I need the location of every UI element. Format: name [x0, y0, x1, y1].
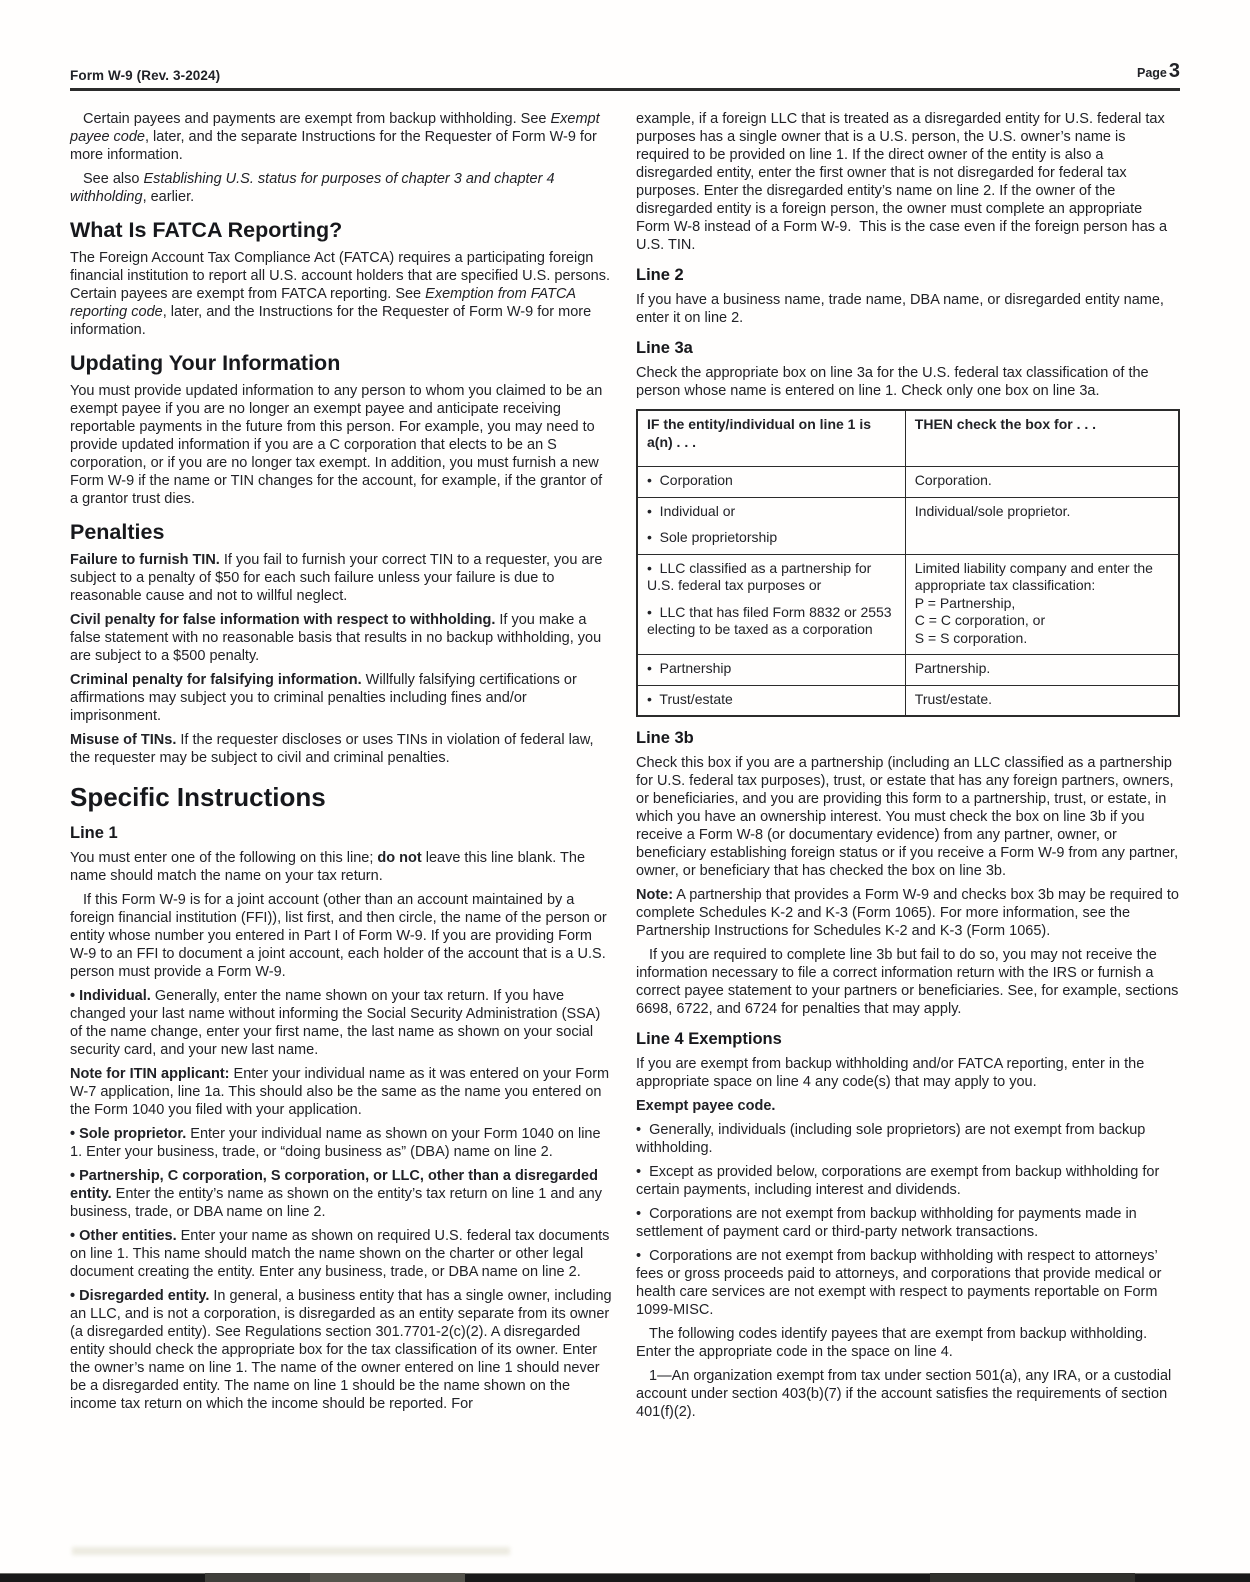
- page-number: 3: [1168, 60, 1180, 82]
- paragraph: Criminal penalty for falsifying information. Willfully falsifying certifications or affirmations may subject you to criminal penalties including fines and/or imprisonment.: [70, 672, 577, 724]
- heading-line-1: Line 1: [70, 824, 118, 842]
- table-cell: Limited liability company and enter the appropriate tax classification: P = Partnership, C = C corporation, or S = S corporation.: [905, 554, 1179, 655]
- paragraph: The following codes identify payees that are exempt from backup withholding. Enter the appropriate code in the space on line 4.: [636, 1326, 1148, 1360]
- paragraph: If you are required to complete line 3b but fail to do so, you may not receive the information necessary to file a correct information return with the IRS or furnish a correct payee statement to your partners or beneficiaries. See, for example, sections 6698, 6722, and 6724 for penalties that may apply.: [636, 947, 1179, 1017]
- paragraph: • Individual. Generally, enter the name shown on your tax return. If you have changed your last name without informing the Social Security Administration (SSA) of the name change, enter your first name, the last name as shown on your social security card, and your new last name.: [70, 988, 601, 1058]
- strip-segment: [310, 1573, 465, 1582]
- heading-line-3a: Line 3a: [636, 339, 693, 357]
- table-row: [637, 655, 1179, 686]
- paragraph: You must enter one of the following on this line; do not leave this line blank. The name should match the name on your tax return.: [70, 850, 586, 884]
- table-cell: Individual/sole proprietor.: [905, 497, 1179, 554]
- paragraph: If you are exempt from backup withholding and/or FATCA reporting, enter in the appropriate space on line 4 any code(s) that may apply to you.: [636, 1056, 1145, 1090]
- table-cell: • LLC classified as a partnership for U.S. federal tax purposes or • LLC that has filed Form 8832 or 2553 electing to be taxed as a corporation: [637, 554, 905, 655]
- heading-specific-instructions: Specific Instructions: [70, 782, 326, 812]
- paragraph: • Sole proprietor. Enter your individual name as shown on your Form 1040 on line 1. Enter your business, trade, or “doing business as” (DBA) name on line 2.: [70, 1126, 601, 1160]
- paragraph: • Except as provided below, corporations are exempt from backup withholding for certain payments, including interest and dividends.: [636, 1164, 1160, 1198]
- table-header-cell: THEN check the box for . . .: [905, 410, 1179, 467]
- paragraph: example, if a foreign LLC that is treated as a disregarded entity for U.S. federal tax purposes has a single owner that is a U.S. person, the U.S. owner’s name is required to be provided on line 1. If the direct owner of the entity is also a disregarded entity, enter the first owner that is not disregarded for federal tax purposes. Enter the disregarded entity’s name on line 2. If the owner of the disregarded entity is a foreign person, the owner must complete an appropriate Form W-8 instead of a Form W-9. This is the case even if the foreign person has a U.S. TIN.: [636, 111, 1168, 253]
- right-column: [636, 104, 1180, 1427]
- table-cell: Partnership.: [905, 655, 1179, 686]
- heading-updating-your-information: Updating Your Information: [70, 351, 341, 375]
- table-header-cell: IF the entity/individual on line 1 is a(n) . . .: [637, 410, 905, 467]
- paragraph: • Generally, individuals (including sole proprietors) are not exempt from backup withholding.: [636, 1122, 1146, 1156]
- table-cell: • Partnership: [637, 655, 905, 686]
- table-row: [637, 497, 1179, 554]
- paragraph: Failure to furnish TIN. If you fail to furnish your correct TIN to a requester, you are subject to a penalty of $50 for each such failure unless your failure is due to reasonable cause and not to willful neglect.: [70, 552, 603, 604]
- table-cell: • Trust/estate: [637, 685, 905, 716]
- form-title: Form W-9 (Rev. 3-2024): [70, 68, 221, 83]
- paragraph: Note for ITIN applicant: Enter your individual name as it was entered on your Form W-7 application, line 1a. This should also be the same as the name you entered on the Form 1040 you filed with your application.: [70, 1066, 610, 1118]
- paragraph: 1—An organization exempt from tax under section 501(a), any IRA, or a custodial account under section 403(b)(7) if the account satisfies the requirements of section 401(f)(2).: [636, 1368, 1172, 1420]
- page-indicator: [1137, 60, 1180, 83]
- heading-what-is-fatca-reporting: What Is FATCA Reporting?: [70, 218, 343, 242]
- paragraph: The Foreign Account Tax Compliance Act (FATCA) requires a participating foreign financial institution to report all U.S. account holders that are specified U.S. persons. Certain payees are exempt from FATCA reporting. See Exemption from FATCA reporting code, later, and the Instructions for the Requester of Form W-9 for more information.: [70, 250, 611, 338]
- page-label: Page: [1136, 66, 1167, 80]
- paragraph: Exempt payee code.: [636, 1098, 776, 1114]
- left-column: [70, 104, 614, 1427]
- heading-line-2: Line 2: [636, 266, 684, 284]
- scan-artifact: [72, 1547, 510, 1555]
- heading-line-4-exemptions: Line 4 Exemptions: [636, 1030, 782, 1048]
- paragraph: • Corporations are not exempt from backup withholding for payments made in settlement of payment card or third-party network transactions.: [636, 1206, 1137, 1240]
- paragraph: If this Form W-9 is for a joint account (other than an account maintained by a foreign financial institution (FFI)), list first, and then circle, the name of the person or entity whose number you entered in Part I of Form W-9. If you are providing Form W-9 to an FFI to document a joint account, each holder of the account that is a U.S. person must provide a Form W-9.: [70, 892, 607, 980]
- paragraph: • Corporations are not exempt from backup withholding with respect to attorneys’ fees or gross proceeds paid to attorneys, and corporations that provide medical or health care services are not exempt with respect to payments reportable on Form 1099-MISC.: [636, 1248, 1162, 1318]
- table-cell: • Corporation: [637, 467, 905, 498]
- paragraph: Certain payees and payments are exempt from backup withholding. See Exempt payee code, later, and the separate Instructions for the Requester of Form W-9 for more information.: [70, 111, 600, 163]
- table-cell: • Individual or • Sole proprietorship: [637, 497, 905, 554]
- line-3a-classification-table: [636, 409, 1180, 717]
- table-cell: Trust/estate.: [905, 685, 1179, 716]
- page-content: [70, 60, 1180, 1427]
- paragraph: Civil penalty for false information with respect to withholding. If you make a false statement with no reasonable basis that results in no backup withholding, you are subject to a $500 penalty.: [70, 612, 602, 664]
- paragraph: Note: A partnership that provides a Form W-9 and checks box 3b may be required to complete Schedules K-2 and K-3 (Form 1065). For more information, see the Partnership Instructions for Schedules K-2 and K-3 (Form 1065).: [636, 887, 1179, 939]
- table-row: [637, 554, 1179, 655]
- paragraph: • Other entities. Enter your name as shown on required U.S. federal tax documents on line 1. This name should match the name shown on the charter or other legal document creating the entity. Enter any business, trade, or DBA name on line 2.: [70, 1228, 610, 1280]
- paragraph: • Partnership, C corporation, S corporation, or LLC, other than a disregarded entity. Enter the entity’s name as shown on the entity’s tax return on line 1 and any business, trade, or DBA name on line 2.: [70, 1168, 602, 1220]
- table-cell: Corporation.: [905, 467, 1179, 498]
- paragraph: If you have a business name, trade name, DBA name, or disregarded entity name, enter it on line 2.: [636, 292, 1164, 326]
- strip-segment: [205, 1573, 310, 1582]
- heading-penalties: Penalties: [70, 520, 165, 544]
- paragraph: • Disregarded entity. In general, a business entity that has a single owner, including an LLC, and is not a corporation, is disregarded as an entity separate from its owner (a disregarded entity). See Regulations section 301.7701-2(c)(2). A disregarded entity should check the appropriate box for the tax classification of its owner. Enter the owner’s name on line 1. The name of the owner entered on line 1 should never be a disregarded entity. The name on line 1 should be the name shown on the income tax return on which the income should be reported. For: [70, 1288, 612, 1412]
- paragraph: Check this box if you are a partnership (including an LLC classified as a partnership for U.S. federal tax purposes), trust, or estate that has any foreign partners, owners, or beneficiaries, and you are providing this form to a partnership, trust, or estate, in which you have an ownership interest. You must check the box on line 3b if you receive a Form W-8 (or documentary evidence) from any partner, owner, or beneficiary establishing foreign status or if you receive a Form W-9 from any partner, owner, or beneficiary that has checked the box on line 3b.: [636, 755, 1179, 879]
- strip-segment: [930, 1573, 1135, 1582]
- table-row: [637, 467, 1179, 498]
- page-header: [70, 60, 1180, 91]
- paragraph: Misuse of TINs. If the requester discloses or uses TINs in violation of federal law, the requester may be subject to civil and criminal penalties.: [70, 732, 594, 766]
- table-row: [637, 685, 1179, 716]
- paragraph: You must provide updated information to any person to whom you claimed to be an exempt payee if you are no longer an exempt payee and anticipate receiving reportable payments in the future from this person. For example, you may need to provide updated information if you are a C corporation that elects to be an S corporation, or if you are no longer tax exempt. In addition, you must furnish a new Form W-9 if the name or TIN changes for the account, for example, if the grantor of a grantor trust dies.: [70, 383, 603, 507]
- heading-line-3b: Line 3b: [636, 729, 694, 747]
- two-column-layout: [70, 104, 1180, 1427]
- paragraph: See also Establishing U.S. status for purposes of chapter 3 and chapter 4 withholding, earlier.: [70, 171, 555, 205]
- paragraph: Check the appropriate box on line 3a for the U.S. federal tax classification of the person whose name is entered on line 1. Check only one box on line 3a.: [636, 365, 1149, 399]
- bottom-edge-strip: [0, 1573, 1250, 1582]
